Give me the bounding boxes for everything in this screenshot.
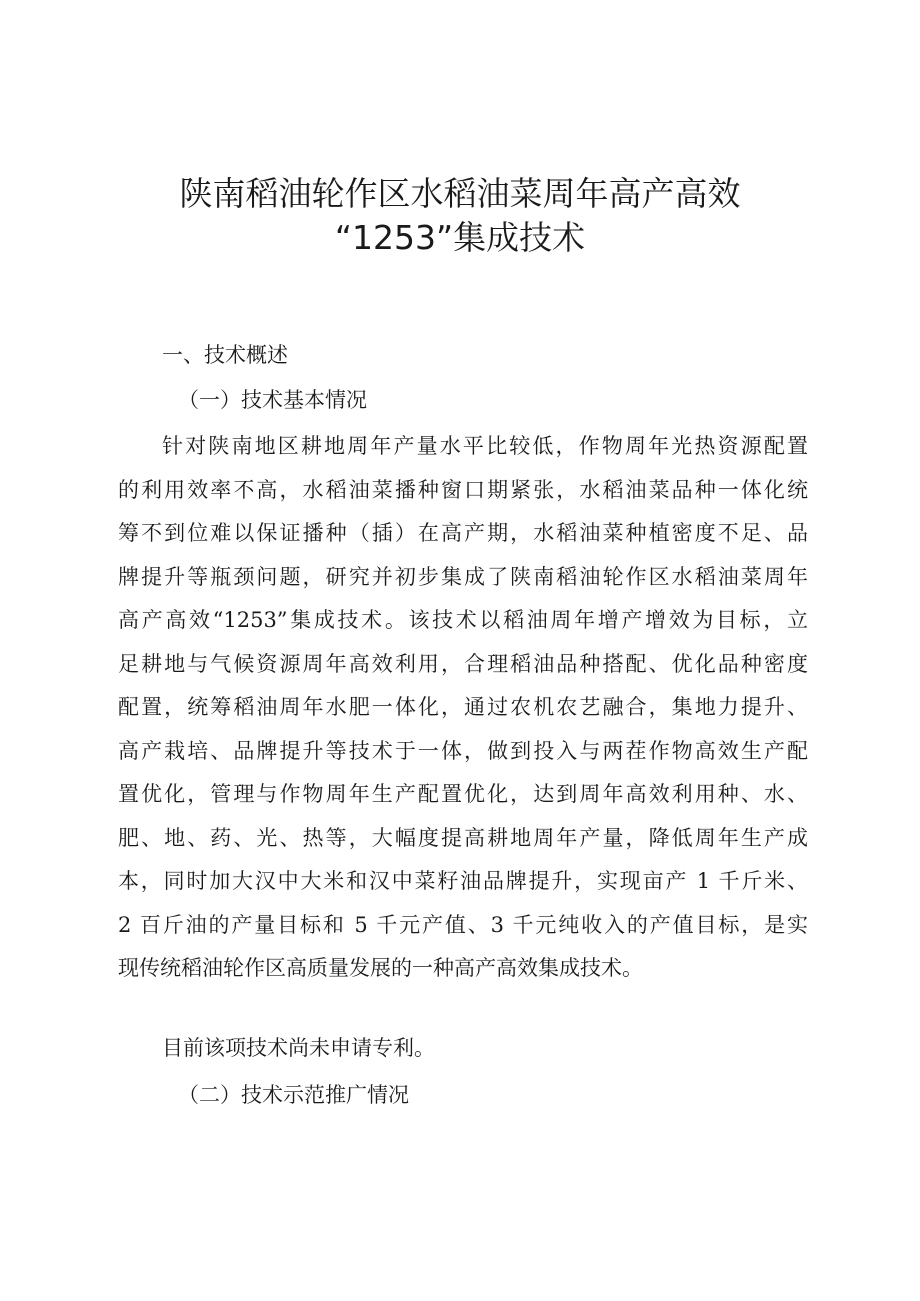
paragraph-line: 置优化，管理与作物周年生产配置优化，达到周年高效利用种、水、 <box>118 782 808 806</box>
paragraph-line: 的利用效率不高，水稻油菜播种窗口期紧张，水稻油菜品种一体化统 <box>118 477 808 502</box>
body-paragraph-1 <box>118 425 808 991</box>
paragraph-line: 现传统稻油轮作区高质量发展的一种高产高效集成技术。 <box>118 956 643 980</box>
section-heading-overview: 一、技术概述 <box>162 343 288 367</box>
paragraph-line: 2 百斤油的产量目标和 5 千元产值、3 千元纯收入的产值目标，是实 <box>118 912 808 937</box>
paragraph-line: 筹不到位难以保证播种（插）在高产期，水稻油菜种植密度不足、品 <box>118 521 808 545</box>
subsection-heading-demonstration: （二）技术示范推广情况 <box>178 1083 409 1107</box>
paragraph-line: 足耕地与气候资源周年高效利用，合理稻油品种搭配、优化品种密度 <box>118 651 808 676</box>
paragraph-line: 配置，统筹稻油周年水肥一体化，通过农机农艺融合，集地力提升、 <box>118 695 808 719</box>
paragraph-line: 高产栽培、品牌提升等技术于一体，做到投入与两茬作物高效生产配 <box>118 738 808 763</box>
paragraph-line: 本，同时加大汉中大米和汉中菜籽油品牌提升，实现亩产 1 千斤米、 <box>118 869 808 893</box>
paragraph-line: 牌提升等瓶颈问题，研究并初步集成了陕南稻油轮作区水稻油菜周年 <box>118 564 808 589</box>
document-title-line-2: “1253”集成技术 <box>334 218 586 257</box>
paragraph-line: 肥、地、药、光、热等，大幅度提高耕地周年产量，降低周年生产成 <box>118 825 808 850</box>
subsection-heading-basic-situation: （一）技术基本情况 <box>178 388 367 412</box>
paragraph-line: 针对陕南地区耕地周年产量水平比较低，作物周年光热资源配置 <box>162 434 808 458</box>
body-paragraph-2: 目前该项技术尚未申请专利。 <box>162 1036 435 1060</box>
document-title-line-1: 陕南稻油轮作区水稻油菜周年高产高效 <box>179 174 741 213</box>
paragraph-line: 高产高效“1253”集成技术。该技术以稻油周年增产增效为目标，立 <box>118 608 808 632</box>
